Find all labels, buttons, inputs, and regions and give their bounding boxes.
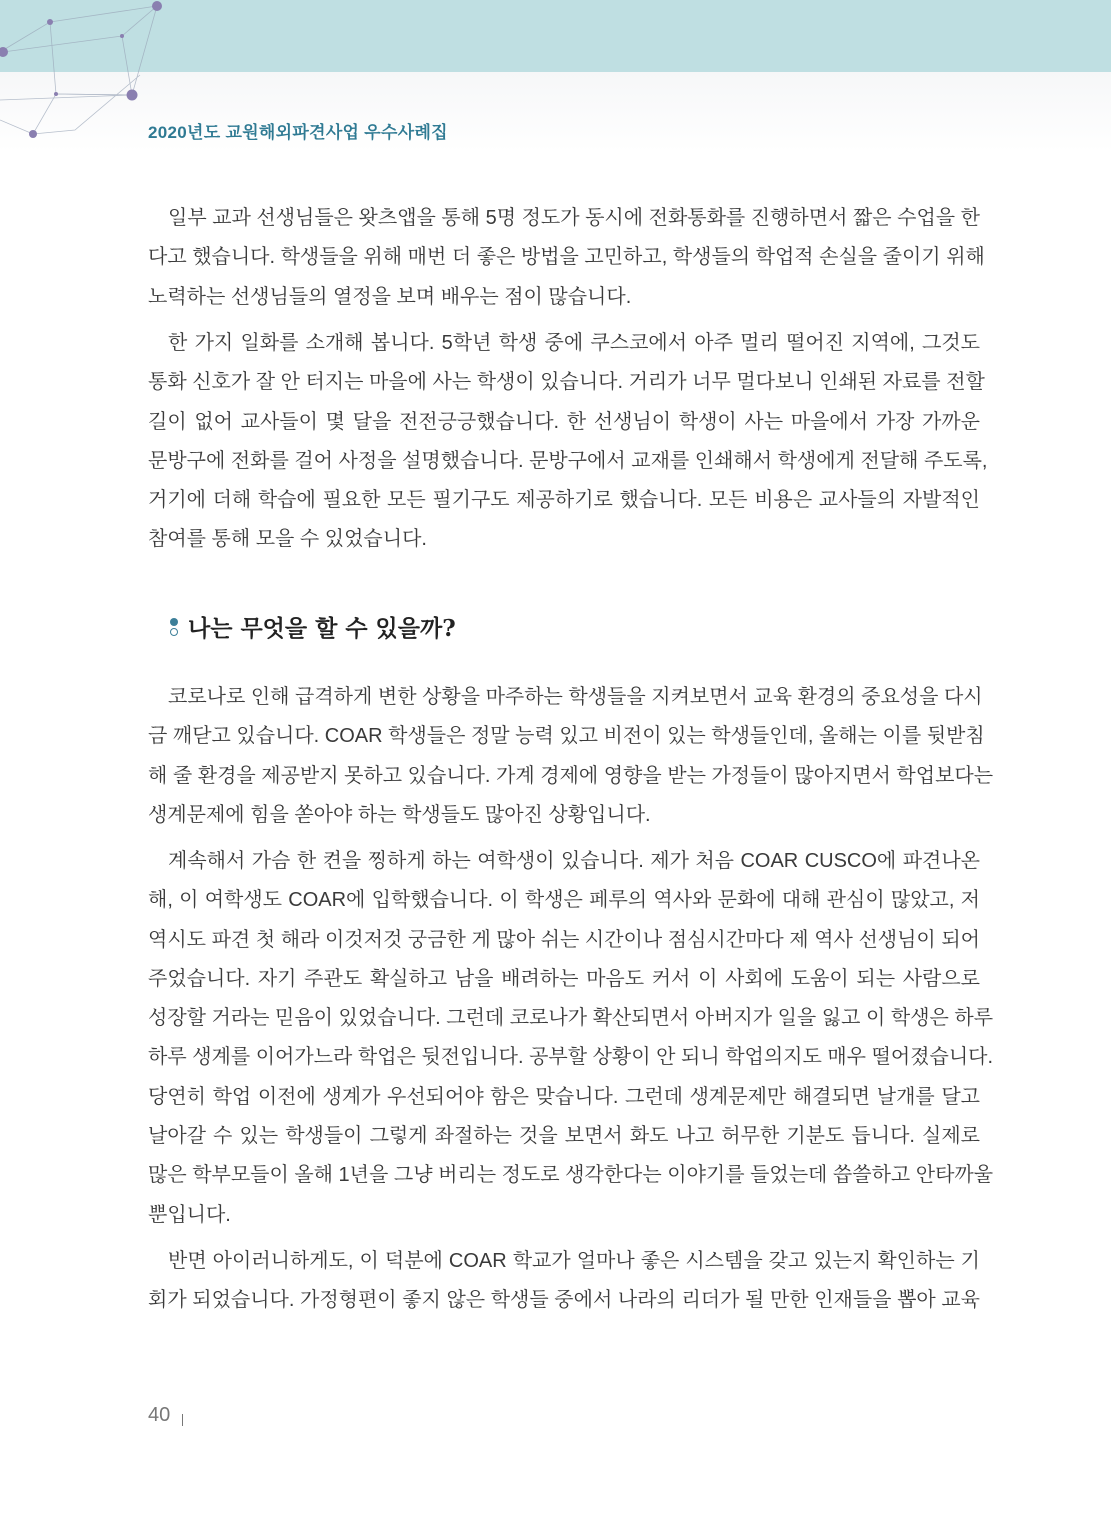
- text-line: 주었습니다. 자기 주관도 확실하고 남을 배려하는 마음도 커서 이 사회에 도움이 되는 사람으로: [148, 967, 980, 990]
- text-line: 노력하는 선생님들의 열정을 보며 배우는 점이 많습니다.: [148, 285, 632, 308]
- text-line: 통화 신호가 잘 안 터지는 마을에 사는 학생이 있습니다. 거리가 너무 멀다보니 인쇄된 자료를 전할: [148, 371, 985, 394]
- paragraph-2: [148, 324, 988, 560]
- paragraph-1: [148, 199, 985, 317]
- text-line: 생계문제에 힘을 쏟아야 하는 학생들도 많아진 상황입니다.: [148, 803, 651, 826]
- text-line: 역시도 파견 첫 해라 이것저것 궁금한 게 많아 쉬는 시간이나 점심시간마다 제 역사 선생님이 되어: [148, 928, 980, 951]
- bullet-icon: [170, 618, 178, 636]
- page-number-divider: [182, 1414, 183, 1426]
- text-line: 금 깨닫고 있습니다. COAR 학생들은 정말 능력 있고 비전이 있는 학생들인데, 올해는 이를 뒷받침: [148, 725, 985, 748]
- text-line: 참여를 통해 모을 수 있었습니다.: [148, 528, 427, 551]
- text-line: 해 줄 환경을 제공받지 못하고 있습니다. 가계 경제에 영향을 받는 가정들이 많아지면서 학업보다는: [148, 764, 994, 787]
- section-heading: [170, 610, 456, 643]
- text-line: 성장할 거라는 믿음이 있었습니다. 그런데 코로나가 확산되면서 아버지가 일을 잃고 이 학생은 하루: [148, 1007, 994, 1030]
- text-line: 다고 했습니다. 학생들을 위해 매번 더 좋은 방법을 고민하고, 학생들의 학업적 손실을 줄이기 위해: [148, 246, 985, 269]
- running-header-title: 2020년도 교원해외파견사업 우수사례집: [148, 123, 448, 142]
- text-line: 해, 이 여학생도 COAR에 입학했습니다. 이 학생은 페루의 역사와 문화에 대해 관심이 많았고, 저: [148, 889, 980, 912]
- text-line: 거기에 더해 학습에 필요한 모든 필기구도 제공하기로 했습니다. 모든 비용은 교사들의 자발적인: [148, 489, 980, 512]
- page-number: 40: [148, 1404, 171, 1426]
- text-line: 뿐입니다.: [148, 1203, 231, 1226]
- paragraph-3: [148, 678, 994, 835]
- paragraph-4: [148, 842, 994, 1235]
- text-line: 길이 없어 교사들이 몇 달을 전전긍긍했습니다. 한 선생님이 학생이 사는 마을에서 가장 가까운: [148, 410, 980, 433]
- text-line: 날아갈 수 있는 학생들이 그렇게 좌절하는 것을 보면서 화도 나고 허무한 기분도 듭니다. 실제로: [148, 1125, 980, 1148]
- text-line: 코로나로 인해 급격하게 변한 상황을 마주하는 학생들을 지켜보면서 교육 환경의 중요성을 다시: [168, 686, 983, 708]
- text-line: 회가 되었습니다. 가정형편이 좋지 않은 학생들 중에서 나라의 리더가 될 만한 인재들을 뽑아 교육: [148, 1289, 980, 1312]
- text-line: 많은 학부모들이 올해 1년을 그냥 버리는 정도로 생각한다는 이야기를 들었는데 씁쓸하고 안타까울: [148, 1164, 994, 1187]
- text-line: 반면 아이러니하게도, 이 덕분에 COAR 학교가 얼마나 좋은 시스템을 갖고 있는지 확인하는 기: [168, 1250, 980, 1272]
- text-line: 문방구에 전화를 걸어 사정을 설명했습니다. 문방구에서 교재를 인쇄해서 학생에게 전달해 주도록,: [148, 449, 988, 472]
- text-line: 한 가지 일화를 소개해 봅니다. 5학년 학생 중에 쿠스코에서 아주 멀리 떨어진 지역에, 그것도: [168, 332, 980, 354]
- section-heading-text: 나는 무엇을 할 수 있을까?: [188, 615, 456, 642]
- text-line: 일부 교과 선생님들은 왓츠앱을 통해 5명 정도가 동시에 전화통화를 진행하면서 짧은 수업을 한: [168, 207, 980, 229]
- text-line: 당연히 학업 이전에 생계가 우선되어야 함은 맞습니다. 그런데 생계문제만 해결되면 날개를 달고: [148, 1085, 980, 1108]
- text-line: 하루 생계를 이어가느라 학업은 뒷전입니다. 공부할 상황이 안 되니 학업의지도 매우 떨어졌습니다.: [148, 1046, 994, 1069]
- text-line: 계속해서 가슴 한 켠을 찡하게 하는 여학생이 있습니다. 제가 처음 COAR CUSCO에 파견나온: [168, 850, 980, 872]
- paragraph-5: [148, 1242, 980, 1321]
